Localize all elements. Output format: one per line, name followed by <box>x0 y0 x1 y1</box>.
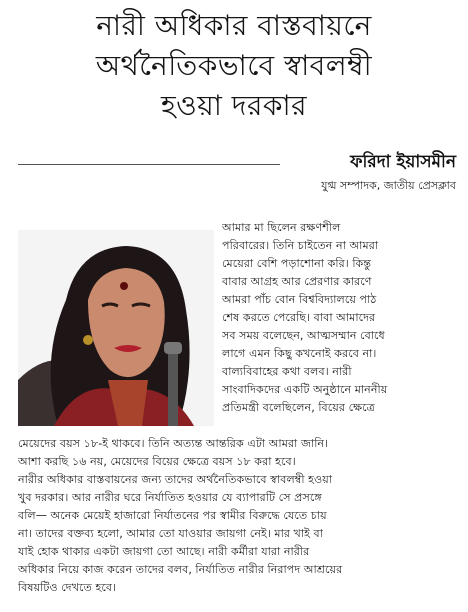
article-line: আশা করছি ১৬ নয়, মেয়েদের বিয়ের ক্ষেত্রে বয়স ১৮ করা হবে। <box>18 455 296 468</box>
article-column-full <box>18 435 458 597</box>
article-line: সব সময় বলেছেন, আত্মসম্মান বোধে <box>222 329 385 342</box>
article-line: আমরা পাঁচ বোন বিশ্ববিদ্যালয়ে পাঠ <box>222 293 377 306</box>
article-column-right <box>222 219 458 417</box>
article-line: বাল্যবিবাহের কথা বলব। নারী <box>222 365 352 378</box>
article-line: প্রতিমন্ত্রী বলেছিলেন, বিয়ের ক্ষেত্রে <box>222 401 375 414</box>
article-line: যাই হোক থাকার একটা জায়গা তো আছে। নারী কর্মীরা যারা নারীর <box>18 545 310 558</box>
headline-line: হওয়া দরকার <box>160 89 308 122</box>
headline-line: অর্থনৈতিকভাবে স্বাবলম্বী <box>95 49 373 82</box>
article-line: বলি— অনেক মেয়েই হাজারো নির্যাতনের পর স্বামীর বিরুদ্ধে যেতে চায় <box>18 509 327 522</box>
article-line: মেয়েরা বেশি পড়াশোনা করি। কিন্তু <box>222 257 372 270</box>
article-line: লাগে এমন কিছু কখনোই করবে না। <box>222 347 377 360</box>
author-photo <box>18 230 214 426</box>
article-line: না। তাদের বক্তব্য হলো, আমার তো যাওয়ার জায়গা নেই। মার খাই বা <box>18 527 323 540</box>
article-line: পরিবারের। তিনি চাইতেন না আমরা <box>222 239 379 252</box>
article-line: অধিকার নিয়ে কাজ করেন তাদের বলব, নির্যাতিত নারীর নিরাপদ আশ্রয়ের <box>18 563 343 576</box>
article-line: আমার মা ছিলেন রক্ষণশীল <box>222 221 341 234</box>
portrait-photo <box>18 230 214 426</box>
article-line: খুব দরকার। আর নারীর ঘরে নির্যাতিত হওয়ার যে ব্যাপারটি সে প্রসঙ্গে <box>18 491 322 504</box>
author-designation: যুগ্ম সম্পাদক, জাতীয় প্রেসক্লাব <box>321 179 456 192</box>
author-name: ফরিদা ইয়াসমীন <box>350 152 456 172</box>
article-line: নারীর অধিকার বাস্তবায়নের জন্য তাদের অর্থনৈতিকভাবে স্বাবলম্বী হওয়া <box>18 473 333 486</box>
article-line: সাংবাদিকদের একটি অনুষ্ঠানে মাননীয় <box>222 383 388 396</box>
article-line: বিষয়টিও দেখতে হবে। <box>18 581 117 594</box>
byline-divider <box>18 164 280 165</box>
headline <box>0 6 468 126</box>
headline-line: নারী অধিকার বাস্তবায়নে <box>96 9 372 42</box>
article-line: শেষ করতে পেরেছি। বাবা আমাদের <box>222 311 376 324</box>
article-line: বাবার আগ্রহ আর প্রেরণার কারণে <box>222 275 372 288</box>
article-line: মেয়েদের বয়স ১৮-ই থাকবে। তিনি অত্যন্ত আন্তরিক এটা আমরা জানি। <box>18 437 329 450</box>
